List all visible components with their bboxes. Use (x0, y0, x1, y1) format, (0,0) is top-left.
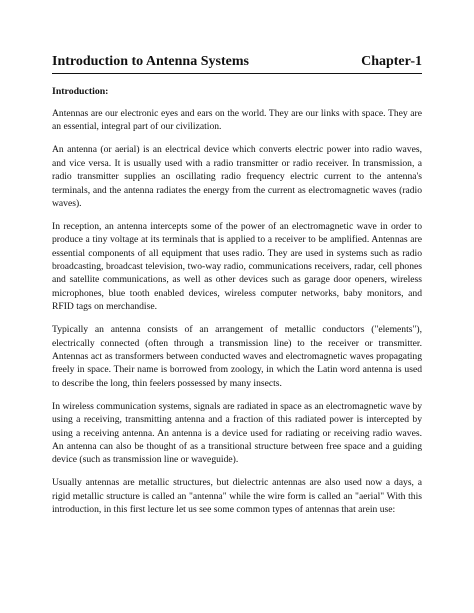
paragraph: An antenna (or aerial) is an electrical device which converts electric power into radio waves, and vice versa. It is usually used with a radio transmitter or radio receiver. In transmission, a radio transmitter supplies an oscillating radio frequency electric current to the antenna's terminals, and the antenna radiates the energy from the current as electromagnetic waves (radio waves). (52, 144, 422, 209)
paragraph: Typically an antenna consists of an arrangement of metallic conductors ("elements"), electrically connected (often through a transmission line) to the receiver or transmitter. Antennas act as transformers between conducted waves and electromagnetic waves propagating freely in space. Their name is borrowed from zoology, in which the Latin word antenna is used to describe the long, thin feelers possessed by many insects. (52, 324, 422, 389)
section-heading: Introduction: (52, 86, 109, 97)
paragraph: Antennas are our electronic eyes and ears on the world. They are our links with space. They are an essential, integral part of our civilization. (52, 108, 422, 133)
paragraph: Usually antennas are metallic structures, but dielectric antennas are also used now a days, a rigid metallic structure is called an "antenna" while the wire form is called an "aerial" With this introduction, in this first lecture let us see some common types of antennas that arein use: (52, 477, 422, 516)
paragraph: In reception, an antenna intercepts some of the power of an electromagnetic wave in order to produce a tiny voltage at its terminals that is applied to a receiver to be amplified. Antennas are essential components of all equipment that uses radio. They are used in systems such as radio broadcasting, broadcast television, two-way radio, communications receivers, radar, cell phones and satellite communications, as well as other devices such as garage door openers, wireless microphones, blue tooth enabled devices, wireless computer networks, baby monitors, and RFID tags on merchandise. (52, 220, 422, 313)
document-body (52, 85, 422, 526)
page-header (52, 54, 422, 70)
chapter-label: Chapter-1 (361, 54, 422, 69)
paragraph: In wireless communication systems, signals are radiated in space as an electromagnetic wave by using a receiving, transmitting antenna and a fraction of this radiated power is intercepted by using a receiving antenna. An antenna is a device used for radiating or receiving radio waves. An antenna can also be thought of as a transitional structure between free space and a guiding device (such as transmission line or waveguide). (52, 400, 422, 466)
header-rule (52, 73, 422, 74)
document-title: Introduction to Antenna Systems (52, 54, 249, 69)
